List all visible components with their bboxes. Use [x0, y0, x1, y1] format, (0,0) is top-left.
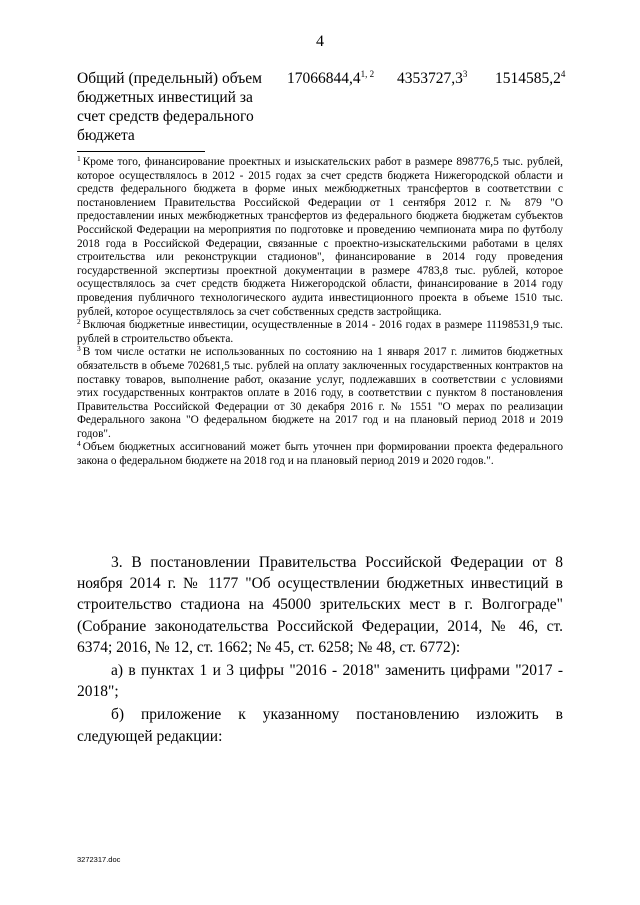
document-code: 3272317.doc [77, 855, 121, 864]
footnotes [77, 156, 563, 469]
footnote-mark: 3 [77, 344, 81, 354]
main-text [77, 552, 563, 749]
paragraph: 3. В постановлении Правительства Российской Федерации от 8 ноября 2014 г. № 1177 "Об осуществлении бюджетных инвестиций в строительство стадиона на 45000 зрительских мест в г. Волгограде" (Собрание законодательства Российской Федерации, 2014, № 46, ст. 6374; 2016, № 12, ст. 1662; № 45, ст. 6258; № 48, ст. 6772): [77, 554, 563, 656]
footnote-text: Кроме того, финансирование проектных и изыскательских работ в размере 898776,5 тыс. рублей, которое осуществлялось в 2012 - 2015 годах за счет средств бюджета Нижегородской области и средств федерального бюджета в форме иных межбюджетных трансфертов в соответствии с постановлением Правительства Российской Федерации от 1 сентября 2012 г. № 879 "О предоставлении иных межбюджетных трансфертов из федерального бюджета бюджетам субъектов Российской Федерации на мероприятия по подготовке и проведению чемпионата мира по футболу 2018 года в Российской Федерации, связанные с проектно-изыскательскими работами в целях строительства или реконструкции стадионов", финансирование в 2014 году проведения государственной экспертизы проектной документации в размере 4783,8 тыс. рублей, которое осуществлялось за счет средств бюджета Нижегородской области, финансирование в 2014 году проведения публичного технологического аудита инвестиционного проекта в объеме 1510 тыс. рублей, которое осуществлялось за счет собственных средств застройщика. [77, 156, 563, 318]
value-footnote-ref: 1, 2 [360, 69, 375, 79]
paragraph: б) приложение к указанному постановлению изложить в следующей редакции: [77, 706, 563, 745]
footnote [77, 441, 563, 468]
value-footnote-ref: 4 [560, 69, 566, 79]
page-number: 4 [316, 33, 324, 50]
footnote-text: Включая бюджетные инвестиции, осуществленные в 2014 - 2016 годах в размере 11198531,9 тыс. рублей в строительство объекта. [77, 319, 563, 345]
footnote-text: В том числе остатки не использованных по состоянию на 1 января 2017 г. лимитов бюджетных обязательств в объеме 702681,5 тыс. рублей на оплату заключенных государственных контрактов на поставку товаров, выполнение работ, оказание услуг, подлежавших в соответствии с условиями этих государственных контрактов оплате в 2016 году, в соответствии с пунктом 8 постановления Правительства Российской Федерации от 30 декабря 2016 г. № 1551 "О мерах по реализации Федерального закона "О федеральном бюджете на 2017 год и на плановый период 2018 и 2019 годов". [77, 346, 563, 440]
value-footnote-ref: 3 [462, 69, 468, 79]
value-number: 4353727,3 [397, 70, 463, 87]
value-cell [287, 69, 374, 88]
row-label: Общий (предельный) объем бюджетных инвестиций за счет средств федерального бюджета [77, 70, 262, 144]
footnote-mark: 1 [77, 154, 81, 163]
footnote-mark: 4 [77, 439, 81, 449]
footnote-divider [77, 151, 205, 152]
value-cell [397, 69, 467, 88]
value-cell [495, 69, 565, 88]
value-number: 1514585,2 [495, 70, 561, 87]
footnote [77, 319, 563, 346]
footnote [77, 156, 563, 319]
value-number: 17066844,4 [287, 70, 361, 87]
footnote [77, 346, 563, 441]
footnote-text: Объем бюджетных ассигнований может быть уточнен при формировании проекта федерального закона о федеральном бюджете на 2018 год и на плановый период 2019 и 2020 годов.". [77, 441, 563, 468]
paragraph: а) в пунктах 1 и 3 цифры "2016 - 2018" заменить цифрами "2017 - 2018"; [77, 662, 563, 701]
footnote-mark: 2 [77, 317, 81, 327]
